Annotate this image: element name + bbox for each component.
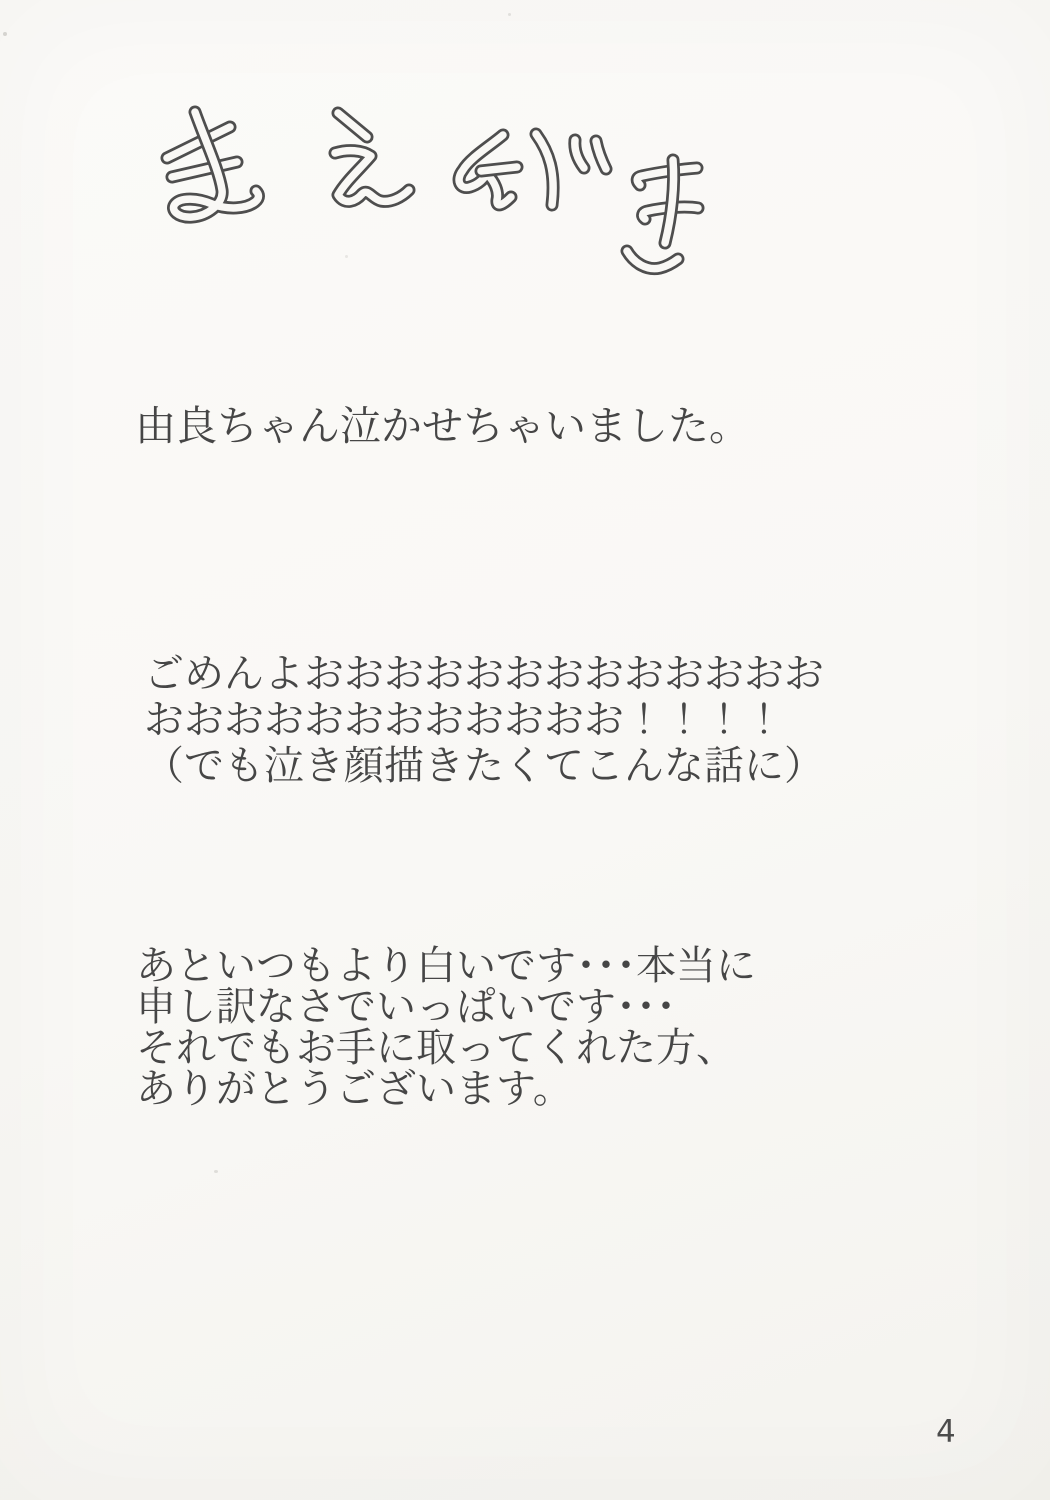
paragraph-intro [135, 403, 750, 450]
text-line: おおおおおおおおおおおお！！！！ [144, 697, 784, 743]
text-line: あといつもより白いです･･･本当に [136, 943, 756, 989]
scan-speck [345, 255, 348, 258]
page-title [140, 95, 740, 305]
title-char-e [335, 113, 409, 201]
text-line: ごめんよおおおおおおおおおおおおお [144, 651, 824, 697]
title-char-ki [627, 160, 698, 269]
title-char-ma [167, 112, 259, 217]
text-line: （でも泣き顔描きたくてこんな話に） [144, 743, 824, 789]
paragraph-apology [144, 651, 824, 789]
text-line: 由良ちゃん泣かせちゃいました。 [135, 402, 750, 450]
text-line: それでもお手に取ってくれた方、 [136, 1025, 736, 1071]
scan-speck [3, 32, 7, 36]
text-line: 申し訳なさでいっぱいです･･･ [136, 984, 676, 1030]
scan-speck [508, 13, 511, 16]
page-number: 4 [936, 1414, 956, 1450]
paragraph-thanks [136, 943, 756, 1112]
title-char-ga [459, 134, 606, 205]
text-line: ありがとうございます。 [136, 1066, 573, 1112]
title-handwriting-artwork [140, 95, 740, 305]
scan-speck [214, 1170, 218, 1173]
